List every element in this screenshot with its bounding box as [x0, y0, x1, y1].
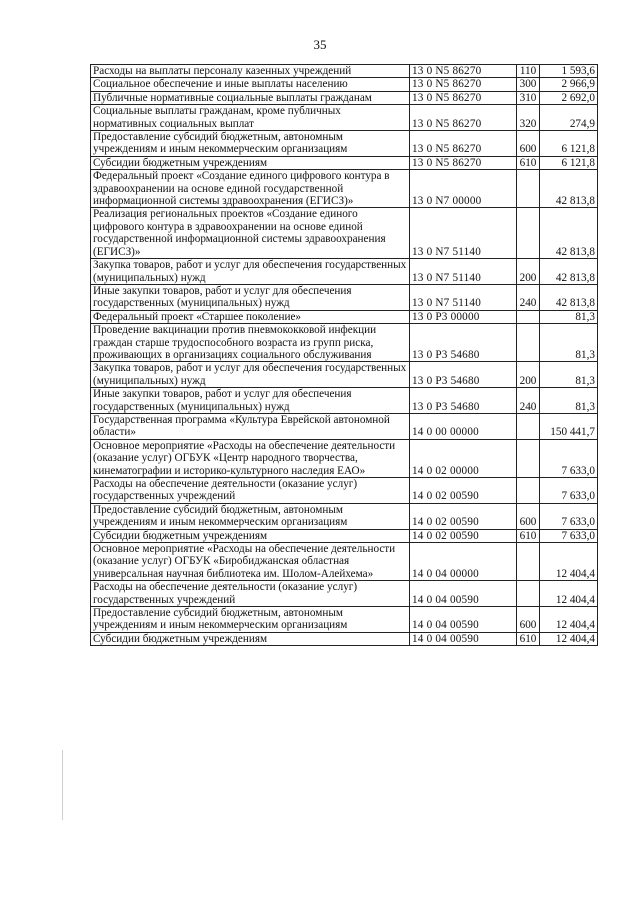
- row-amount-cell: 7 633,0: [540, 529, 598, 542]
- row-vr-code-cell: [517, 208, 540, 259]
- row-name-cell: Расходы на обеспечение деятельности (оказание услуг) государственных учреждений: [91, 581, 410, 607]
- row-amount-cell: 42 813,8: [540, 208, 598, 259]
- row-vr-code-cell: [517, 413, 540, 439]
- row-name-cell: Иные закупки товаров, работ и услуг для обеспечения государственных (муниципальных) нужд: [91, 284, 410, 310]
- row-name-cell: Иные закупки товаров, работ и услуг для обеспечения государственных (муниципальных) нужд: [91, 388, 410, 414]
- table-row: [91, 208, 598, 259]
- row-vr-code-cell: 610: [517, 529, 540, 542]
- row-csr-code-cell: 13 0 P3 54680: [410, 324, 517, 362]
- row-amount-cell: 274,9: [540, 105, 598, 131]
- row-vr-code-cell: 600: [517, 131, 540, 157]
- row-name-cell: Закупка товаров, работ и услуг для обеспечения государственных (муниципальных) нужд: [91, 362, 410, 388]
- row-csr-code-cell: 13 0 N5 86270: [410, 105, 517, 131]
- scan-edge-mark: [62, 750, 63, 820]
- table-row: [91, 503, 598, 529]
- row-csr-code-cell: 13 0 N5 86270: [410, 131, 517, 157]
- row-vr-code-cell: 200: [517, 259, 540, 285]
- row-name-cell: Социальные выплаты гражданам, кроме публичных нормативных социальных выплат: [91, 105, 410, 131]
- row-vr-code-cell: [517, 543, 540, 581]
- row-vr-code-cell: [517, 439, 540, 477]
- row-csr-code-cell: 14 0 02 00000: [410, 439, 517, 477]
- table-row: [91, 607, 598, 633]
- row-name-cell: Основное мероприятие «Расходы на обеспечение деятельности (оказание услуг) ОГБУК «Центр народного творчества, кинематографии и историко-культурного наследия ЕАО»: [91, 439, 410, 477]
- row-vr-code-cell: 300: [517, 78, 540, 91]
- row-name-cell: Субсидии бюджетным учреждениям: [91, 632, 410, 645]
- row-name-cell: Расходы на обеспечение деятельности (оказание услуг) государственных учреждений: [91, 478, 410, 504]
- table-row: [91, 156, 598, 169]
- table-row: [91, 310, 598, 323]
- row-vr-code-cell: 600: [517, 503, 540, 529]
- row-vr-code-cell: [517, 478, 540, 504]
- row-amount-cell: 7 633,0: [540, 478, 598, 504]
- row-amount-cell: 12 404,4: [540, 543, 598, 581]
- table-row: [91, 259, 598, 285]
- row-csr-code-cell: 13 0 N5 86270: [410, 65, 517, 78]
- row-amount-cell: 2 692,0: [540, 91, 598, 104]
- table-row: [91, 170, 598, 208]
- row-csr-code-cell: 14 0 04 00000: [410, 543, 517, 581]
- table-row: [91, 439, 598, 477]
- row-amount-cell: 42 813,8: [540, 284, 598, 310]
- table-row: [91, 78, 598, 91]
- row-amount-cell: 81,3: [540, 388, 598, 414]
- row-amount-cell: 42 813,8: [540, 170, 598, 208]
- table-row: [91, 478, 598, 504]
- row-csr-code-cell: 14 0 04 00590: [410, 632, 517, 645]
- table-row: [91, 413, 598, 439]
- row-csr-code-cell: 14 0 00 00000: [410, 413, 517, 439]
- row-name-cell: Государственная программа «Культура Еврейской автономной области»: [91, 413, 410, 439]
- table-row: [91, 284, 598, 310]
- row-vr-code-cell: [517, 581, 540, 607]
- row-amount-cell: 7 633,0: [540, 439, 598, 477]
- row-vr-code-cell: 200: [517, 362, 540, 388]
- row-csr-code-cell: 14 0 02 00590: [410, 503, 517, 529]
- row-vr-code-cell: 240: [517, 284, 540, 310]
- row-csr-code-cell: 13 0 N5 86270: [410, 78, 517, 91]
- table-body: [91, 65, 598, 646]
- row-name-cell: Субсидии бюджетным учреждениям: [91, 156, 410, 169]
- row-name-cell: Предоставление субсидий бюджетным, автономным учреждениям и иным некоммерческим организациям: [91, 131, 410, 157]
- row-vr-code-cell: [517, 324, 540, 362]
- table-row: [91, 362, 598, 388]
- row-vr-code-cell: 610: [517, 156, 540, 169]
- table-row: [91, 581, 598, 607]
- table-row: [91, 324, 598, 362]
- row-vr-code-cell: 600: [517, 607, 540, 633]
- row-csr-code-cell: 13 0 P3 00000: [410, 310, 517, 323]
- row-csr-code-cell: 13 0 N7 51140: [410, 284, 517, 310]
- row-name-cell: Предоставление субсидий бюджетным, автономным учреждениям и иным некоммерческим организациям: [91, 607, 410, 633]
- row-csr-code-cell: 14 0 04 00590: [410, 607, 517, 633]
- row-amount-cell: 12 404,4: [540, 607, 598, 633]
- row-csr-code-cell: 13 0 P3 54680: [410, 388, 517, 414]
- row-csr-code-cell: 14 0 04 00590: [410, 581, 517, 607]
- row-name-cell: Расходы на выплаты персоналу казенных учреждений: [91, 65, 410, 78]
- row-amount-cell: 12 404,4: [540, 632, 598, 645]
- row-name-cell: Основное мероприятие «Расходы на обеспечение деятельности (оказание услуг) ОГБУК «Биробиджанская областная универсальная научная библиотека им. Шолом-Алейхема»: [91, 543, 410, 581]
- row-amount-cell: 12 404,4: [540, 581, 598, 607]
- row-amount-cell: 6 121,8: [540, 131, 598, 157]
- row-csr-code-cell: 13 0 N5 86270: [410, 156, 517, 169]
- row-amount-cell: 1 593,6: [540, 65, 598, 78]
- table-row: [91, 388, 598, 414]
- budget-table: [90, 64, 598, 646]
- row-name-cell: Предоставление субсидий бюджетным, автономным учреждениям и иным некоммерческим организациям: [91, 503, 410, 529]
- table-row: [91, 105, 598, 131]
- row-vr-code-cell: [517, 170, 540, 208]
- row-vr-code-cell: 610: [517, 632, 540, 645]
- table-row: [91, 65, 598, 78]
- table-row: [91, 131, 598, 157]
- row-name-cell: Публичные нормативные социальные выплаты гражданам: [91, 91, 410, 104]
- row-name-cell: Социальное обеспечение и иные выплаты населению: [91, 78, 410, 91]
- row-name-cell: Субсидии бюджетным учреждениям: [91, 529, 410, 542]
- row-name-cell: Федеральный проект «Создание единого цифрового контура в здравоохранении на основе единой государственной информационной системы здравоохранения (ЕГИСЗ)»: [91, 170, 410, 208]
- row-amount-cell: 81,3: [540, 362, 598, 388]
- row-name-cell: Закупка товаров, работ и услуг для обеспечения государственных (муниципальных) нужд: [91, 259, 410, 285]
- row-vr-code-cell: 310: [517, 91, 540, 104]
- row-name-cell: Реализация региональных проектов «Создание единого цифрового контура в здравоохранении на основе единой государственной информационной системы здравоохранения (ЕГИСЗ)»: [91, 208, 410, 259]
- row-csr-code-cell: 13 0 N7 51140: [410, 259, 517, 285]
- row-vr-code-cell: 240: [517, 388, 540, 414]
- page-number: 35: [313, 37, 327, 52]
- row-amount-cell: 2 966,9: [540, 78, 598, 91]
- row-amount-cell: 81,3: [540, 310, 598, 323]
- row-csr-code-cell: 14 0 02 00590: [410, 478, 517, 504]
- row-csr-code-cell: 13 0 N5 86270: [410, 91, 517, 104]
- table-row: [91, 529, 598, 542]
- row-vr-code-cell: [517, 310, 540, 323]
- row-amount-cell: 6 121,8: [540, 156, 598, 169]
- row-vr-code-cell: 320: [517, 105, 540, 131]
- row-name-cell: Федеральный проект «Старшее поколение»: [91, 310, 410, 323]
- row-amount-cell: 42 813,8: [540, 259, 598, 285]
- table-row: [91, 543, 598, 581]
- table-row: [91, 91, 598, 104]
- table-row: [91, 632, 598, 645]
- row-vr-code-cell: 110: [517, 65, 540, 78]
- row-amount-cell: 150 441,7: [540, 413, 598, 439]
- row-amount-cell: 7 633,0: [540, 503, 598, 529]
- row-csr-code-cell: 13 0 P3 54680: [410, 362, 517, 388]
- row-csr-code-cell: 14 0 02 00590: [410, 529, 517, 542]
- row-csr-code-cell: 13 0 N7 00000: [410, 170, 517, 208]
- row-name-cell: Проведение вакцинации против пневмококковой инфекции граждан старше трудоспособного возраста из групп риска, проживающих в организациях социального обслуживания: [91, 324, 410, 362]
- row-amount-cell: 81,3: [540, 324, 598, 362]
- row-csr-code-cell: 13 0 N7 51140: [410, 208, 517, 259]
